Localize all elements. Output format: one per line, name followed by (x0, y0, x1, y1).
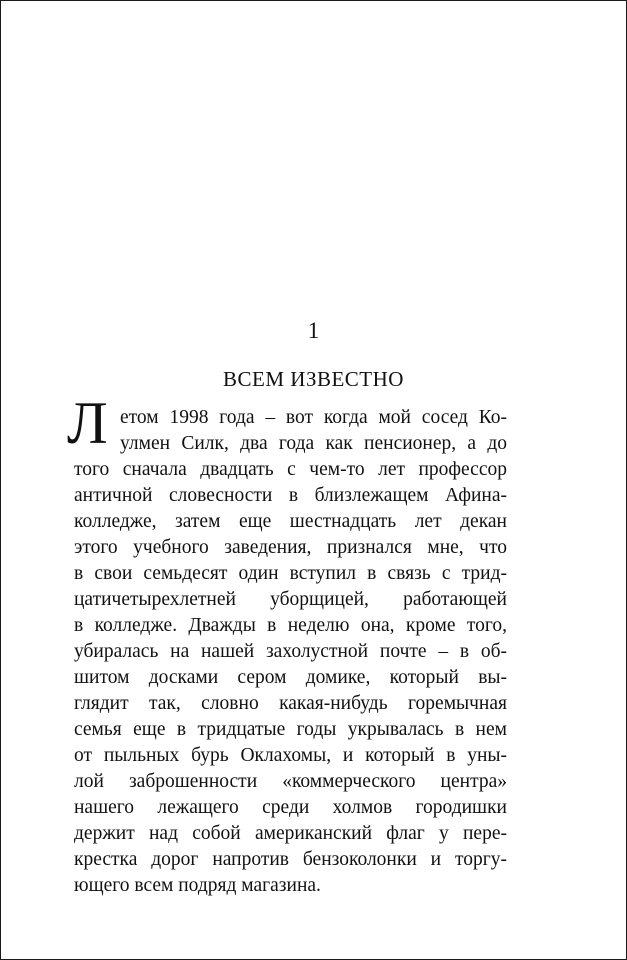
chapter-title: ВСЕМ ИЗВЕСТНО (223, 367, 404, 391)
paragraph-line: в свои семьдесят один вступил в связь с трид- (74, 563, 507, 584)
paragraph-line: этого учебного заведения, признался мне, что (74, 537, 507, 558)
paragraph-line: шитом досками сером домике, который вы- (74, 667, 507, 688)
paragraph-line: лой заброшенности «коммерческого центра» (74, 771, 507, 792)
paragraph-line: крестка дорог напротив бензоколонки и торгу- (74, 849, 507, 870)
paragraph-line: от пыльных бурь Оклахомы, и который в уны- (74, 745, 507, 766)
paragraph-line: колледже, затем еще шестнадцать лет декан (74, 511, 507, 532)
paragraph-line: семья еще в тридцатые годы укрывалась в нем (74, 719, 507, 740)
paragraph-line: глядит так, словно какая-нибудь горемычная (74, 693, 507, 714)
paragraph-line: античной словесности в близлежащем Афина- (74, 485, 507, 506)
paragraph-line: цатичетырехлетней уборщицей, работающей (74, 589, 507, 610)
chapter-number: 1 (307, 318, 320, 343)
paragraph-line: ющего всем подряд магазина. (74, 875, 321, 896)
paragraph-line: того сначала двадцать с чем-то лет профессор (74, 459, 507, 480)
paragraph-line: улмен Силк, два года как пенсионер, а до (120, 433, 507, 454)
paragraph-line: убиралась на нашей захолустной почте – в об- (74, 641, 507, 662)
paragraph-line: в колледже. Дважды в неделю она, кроме того, (74, 615, 507, 636)
drop-cap: Л (67, 390, 108, 456)
paragraph-line: етом 1998 года – вот когда мой сосед Ко- (120, 407, 507, 428)
paragraph-line: нашего лежащего среди холмов городишки (74, 797, 507, 818)
paragraph-line: держит над собой американский флаг у пере- (74, 823, 507, 844)
